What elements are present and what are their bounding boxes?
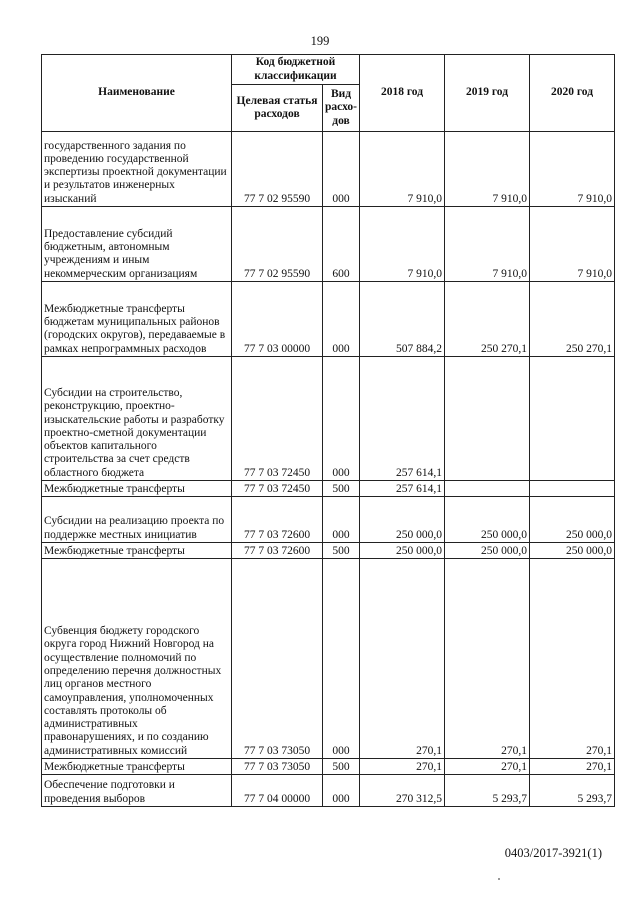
row-code: 77 7 02 95590 bbox=[232, 132, 323, 207]
row-value-2019: 270,1 bbox=[445, 759, 530, 775]
row-value-2019: 250 270,1 bbox=[445, 282, 530, 357]
row-code: 77 7 04 00000 bbox=[232, 775, 323, 807]
row-kind: 000 bbox=[323, 497, 360, 543]
row-value-2018: 507 884,2 bbox=[360, 282, 445, 357]
row-value-2018: 270 312,5 bbox=[360, 775, 445, 807]
row-code: 77 7 03 73050 bbox=[232, 559, 323, 759]
budget-table bbox=[41, 54, 615, 807]
row-value-2018: 250 000,0 bbox=[360, 543, 445, 559]
row-value-2020: 250 000,0 bbox=[530, 543, 615, 559]
scan-speck bbox=[498, 878, 500, 880]
row-name: Обеспечение подготовки и проведения выборов bbox=[42, 775, 232, 807]
row-kind: 000 bbox=[323, 282, 360, 357]
table-row bbox=[42, 543, 615, 559]
header-target-article: Целевая статья расходов bbox=[232, 85, 323, 132]
row-kind: 600 bbox=[323, 207, 360, 282]
header-code-group: Код бюджетной классификации bbox=[232, 55, 360, 85]
row-name: государственного задания по проведению государственной экспертизы проектной документации и результатов инженерных изысканий bbox=[42, 132, 232, 207]
row-value-2019: 5 293,7 bbox=[445, 775, 530, 807]
header-name: Наименование bbox=[42, 55, 232, 132]
row-value-2018: 270,1 bbox=[360, 559, 445, 759]
header-2020: 2020 год bbox=[530, 55, 615, 132]
row-name: Предоставление субсидий бюджетным, автономным учреждениям и иным некоммерческим организациям bbox=[42, 207, 232, 282]
document-code: 0403/2017-3921(1) bbox=[504, 846, 602, 860]
row-name: Межбюджетные трансферты бюджетам муниципальных районов (городских округов), передаваемые в рамках непрограммных расходов bbox=[42, 282, 232, 357]
table-row bbox=[42, 282, 615, 357]
header-expense-kind: Вид расхо-дов bbox=[323, 85, 360, 132]
row-code: 77 7 03 73050 bbox=[232, 759, 323, 775]
row-name: Межбюджетные трансферты bbox=[42, 543, 232, 559]
table-row bbox=[42, 207, 615, 282]
row-code: 77 7 03 72600 bbox=[232, 497, 323, 543]
row-kind: 000 bbox=[323, 357, 360, 481]
row-value-2018: 7 910,0 bbox=[360, 207, 445, 282]
row-code: 77 7 03 72450 bbox=[232, 481, 323, 497]
row-value-2020: 5 293,7 bbox=[530, 775, 615, 807]
row-value-2019 bbox=[445, 357, 530, 481]
row-value-2018: 270,1 bbox=[360, 759, 445, 775]
row-name: Межбюджетные трансферты bbox=[42, 759, 232, 775]
row-value-2019: 250 000,0 bbox=[445, 497, 530, 543]
table-row bbox=[42, 759, 615, 775]
row-name: Субсидии на реализацию проекта по поддержке местных инициатив bbox=[42, 497, 232, 543]
row-value-2020: 250 270,1 bbox=[530, 282, 615, 357]
row-value-2019: 270,1 bbox=[445, 559, 530, 759]
table-row bbox=[42, 132, 615, 207]
header-2019: 2019 год bbox=[445, 55, 530, 132]
row-name: Межбюджетные трансферты bbox=[42, 481, 232, 497]
row-kind: 000 bbox=[323, 132, 360, 207]
row-value-2018: 257 614,1 bbox=[360, 481, 445, 497]
row-value-2018: 250 000,0 bbox=[360, 497, 445, 543]
row-name: Субвенция бюджету городского округа город Нижний Новгород на осуществление полномочий по определению перечня должностных лиц органов местного самоуправления, уполномоченных составлять протоколы об административных правонарушениях, и по созданию административных комиссий bbox=[42, 559, 232, 759]
row-kind: 000 bbox=[323, 559, 360, 759]
row-code: 77 7 02 95590 bbox=[232, 207, 323, 282]
row-value-2020: 7 910,0 bbox=[530, 132, 615, 207]
row-code: 77 7 03 72450 bbox=[232, 357, 323, 481]
header-2018: 2018 год bbox=[360, 55, 445, 132]
row-code: 77 7 03 72600 bbox=[232, 543, 323, 559]
row-value-2020 bbox=[530, 357, 615, 481]
row-value-2019 bbox=[445, 481, 530, 497]
row-value-2020 bbox=[530, 481, 615, 497]
row-value-2018: 257 614,1 bbox=[360, 357, 445, 481]
row-value-2020: 270,1 bbox=[530, 559, 615, 759]
row-code: 77 7 03 00000 bbox=[232, 282, 323, 357]
row-kind: 500 bbox=[323, 759, 360, 775]
row-value-2018: 7 910,0 bbox=[360, 132, 445, 207]
row-value-2019: 7 910,0 bbox=[445, 207, 530, 282]
table-row bbox=[42, 481, 615, 497]
row-name: Субсидии на строительство, реконструкцию, проектно-изыскательские работы и разработку проектно-сметной документации объектов капитального строительства за счет средств областного бюджета bbox=[42, 357, 232, 481]
page-number: 199 bbox=[310, 34, 330, 48]
row-value-2019: 250 000,0 bbox=[445, 543, 530, 559]
row-value-2020: 7 910,0 bbox=[530, 207, 615, 282]
row-value-2019: 7 910,0 bbox=[445, 132, 530, 207]
row-value-2020: 270,1 bbox=[530, 759, 615, 775]
row-kind: 500 bbox=[323, 543, 360, 559]
row-kind: 000 bbox=[323, 775, 360, 807]
row-value-2020: 250 000,0 bbox=[530, 497, 615, 543]
table-row bbox=[42, 357, 615, 481]
table-row bbox=[42, 559, 615, 759]
row-kind: 500 bbox=[323, 481, 360, 497]
table-row bbox=[42, 775, 615, 807]
table-row bbox=[42, 497, 615, 543]
